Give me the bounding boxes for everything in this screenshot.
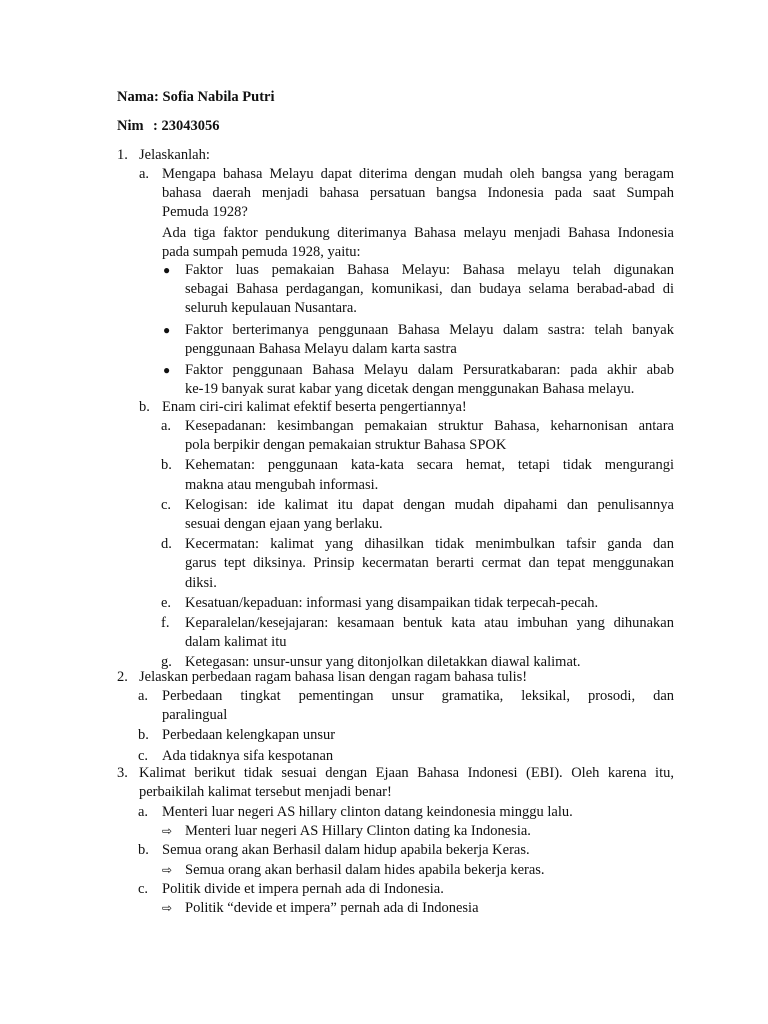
q1a-answer-line: pada sumpah pemuda 1928, yaitu: [162,243,361,260]
q2-list [138,687,674,766]
bullet-line: Faktor luas pemakaian Bahasa Melayu: Bahasa melayu telah digunakan [185,262,674,278]
q3-item [138,803,674,841]
q3-number: 3. [117,765,128,781]
item-marker: a. [138,688,149,704]
item-line: Kecermatan: kalimat yang dihasilkan tidak menimbulkan tafsir ganda dan [185,536,674,553]
bullet-line: penggunaan Bahasa Melayu dalam karta sastra [185,340,457,357]
q1b-item [161,535,674,593]
q2-title: Jelaskan perbedaan ragam bahasa lisan dengan ragam bahasa tulis! [139,669,528,685]
q1a-bullet-list [163,261,674,399]
student-name: Nama: Sofia Nabila Putri [117,89,275,105]
q3-answer-text: Menteri luar negeri AS Hillary Clinton dating ka Indonesia. [185,823,531,840]
q2-item [138,747,674,766]
item-line: Kehematan: penggunaan kata-kata secara hemat, tetapi tidak mengurangi [185,457,674,474]
q3-item [138,880,674,918]
arrow-right-outline-icon: ⇨ [162,824,173,839]
q1b-item [161,456,674,494]
q3-question: Semua orang akan Berhasil dalam hidup apabila bekerja Keras. [162,842,530,859]
item-line: Kelogisan: ide kalimat itu dapat dengan mudah dipahami dan penulisannya [185,496,674,513]
item-line: dalam kalimat itu [185,634,287,651]
item-marker: c. [138,880,149,897]
item-line: makna atau mengubah informasi. [185,476,379,493]
item-line: garus tept diksinya. Prinsip kecermatan berarti cermat dan tepat menggunakan [185,555,674,572]
student-nim [117,117,219,136]
q1b-item [161,594,674,613]
bullet-line: Faktor berterimanya penggunaan Bahasa Melayu dalam sastra: telah banyak [185,321,674,338]
q3-item [138,841,674,879]
q2-item [138,726,674,745]
item-line: diksi. [185,574,217,591]
item-line: sesuai dengan ejaan yang berlaku. [185,516,383,533]
q3-answer-text: Politik “devide et impera” pernah ada di Indonesia [185,900,479,917]
q1-number: 1. [117,147,128,163]
arrow-right-outline-icon: ⇨ [162,862,173,877]
q1a-question-line: Mengapa bahasa Melayu dapat diterima dengan mudah oleh bangsa yang beragam [162,166,674,182]
bullet-icon: ● [163,363,171,378]
q3-answer [162,861,674,880]
item-line: paralingual [162,707,228,724]
item-marker: e. [161,594,172,611]
q1a-marker: a. [139,166,150,182]
item-marker: b. [138,727,149,744]
item-line: pola berpikir dengan pemakaian struktur Bahasa SPOK [185,437,507,454]
bullet-line: sebagai Bahasa perdagangan, komunikasi, dan budaya selama berabad-abad di [185,281,674,298]
q1a-bullet-item [163,321,674,359]
item-marker: a. [161,418,172,434]
bullet-line: ke-19 banyak surat kabar yang dicetak dengan menggunakan Bahasa melayu. [185,381,635,398]
bullet-line: Faktor penggunaan Bahasa Melayu dalam Persuratkabaran: pada akhir abab [185,362,674,379]
item-line: Ada tidaknya sifa kespotanan [162,747,334,764]
q3-title-line: perbaikilah kalimat tersebut menjadi benar! [139,784,392,801]
q1b-item [161,417,674,455]
q1a-question-line: Pemuda 1928? [162,204,248,221]
item-line: Perbedaan tingkat pementingan unsur gramatika, leksikal, prosodi, dan [162,688,674,704]
q2-number: 2. [117,669,128,685]
item-marker: g. [161,654,172,671]
bullet-line: seluruh kepulauan Nusantara. [185,300,357,317]
q3-title [139,764,674,802]
nim-label: Nim [117,118,144,134]
q1a-bullet-item [163,261,674,319]
item-line: Ketegasan: unsur-unsur yang ditonjolkan diletakkan diawal kalimat. [185,654,581,671]
item-marker: c. [138,747,149,764]
q1a-answer-line: Ada tiga faktor pendukung diterimanya Bahasa melayu menjadi Bahasa Indonesia [162,224,674,241]
item-line: Keparalelan/kesejajaran: kesamaan bentuk kata atau imbuhan yang dihunakan [185,615,674,632]
item-line: Kesatuan/kepaduan: informasi yang disampaikan tidak terpecah-pecah. [185,594,599,611]
q3-answer-text: Semua orang akan berhasil dalam hides apabila bekerja keras. [185,861,545,878]
bullet-icon: ● [163,263,171,277]
q3-answer [162,822,674,841]
q3-question: Politik divide et impera pernah ada di Indonesia. [162,880,444,897]
q1b-item [161,614,674,652]
q3-question: Menteri luar negeri AS hillary clinton datang keindonesia minggu lalu. [162,804,573,820]
q3-list [138,803,674,918]
item-marker: b. [138,842,149,859]
q2-item [138,687,674,725]
item-marker: c. [161,496,172,513]
q1b-list [161,417,674,673]
q1b-marker: b. [139,399,150,415]
q1b-item [161,496,674,534]
bullet-icon: ● [163,322,171,337]
nim-value: : 23043056 [153,118,220,134]
q3-answer [162,899,674,918]
q1a-bullet-item [163,361,674,399]
q1-title: Jelaskanlah: [139,147,210,163]
item-marker: d. [161,536,172,553]
item-line: Kesepadanan: kesimbangan pemakaian struktur Bahasa, keharnonisan antara [185,418,674,434]
q3-title-line: Kalimat berikut tidak sesuai dengan Ejaan Bahasa Indonesi (EBI). Oleh karena itu, [139,765,674,781]
q1b-question: Enam ciri-ciri kalimat efektif beserta pengertiannya! [162,399,467,415]
item-line: Perbedaan kelengkapan unsur [162,727,336,744]
arrow-right-outline-icon: ⇨ [162,901,173,916]
q1a-question-line: bahasa daerah menjadi bahasa persatuan bangsa Indonesia pada saat Sumpah [162,185,674,202]
item-marker: b. [161,457,172,474]
q1a-question [162,165,674,262]
item-marker: f. [161,615,170,632]
item-marker: a. [138,804,149,820]
